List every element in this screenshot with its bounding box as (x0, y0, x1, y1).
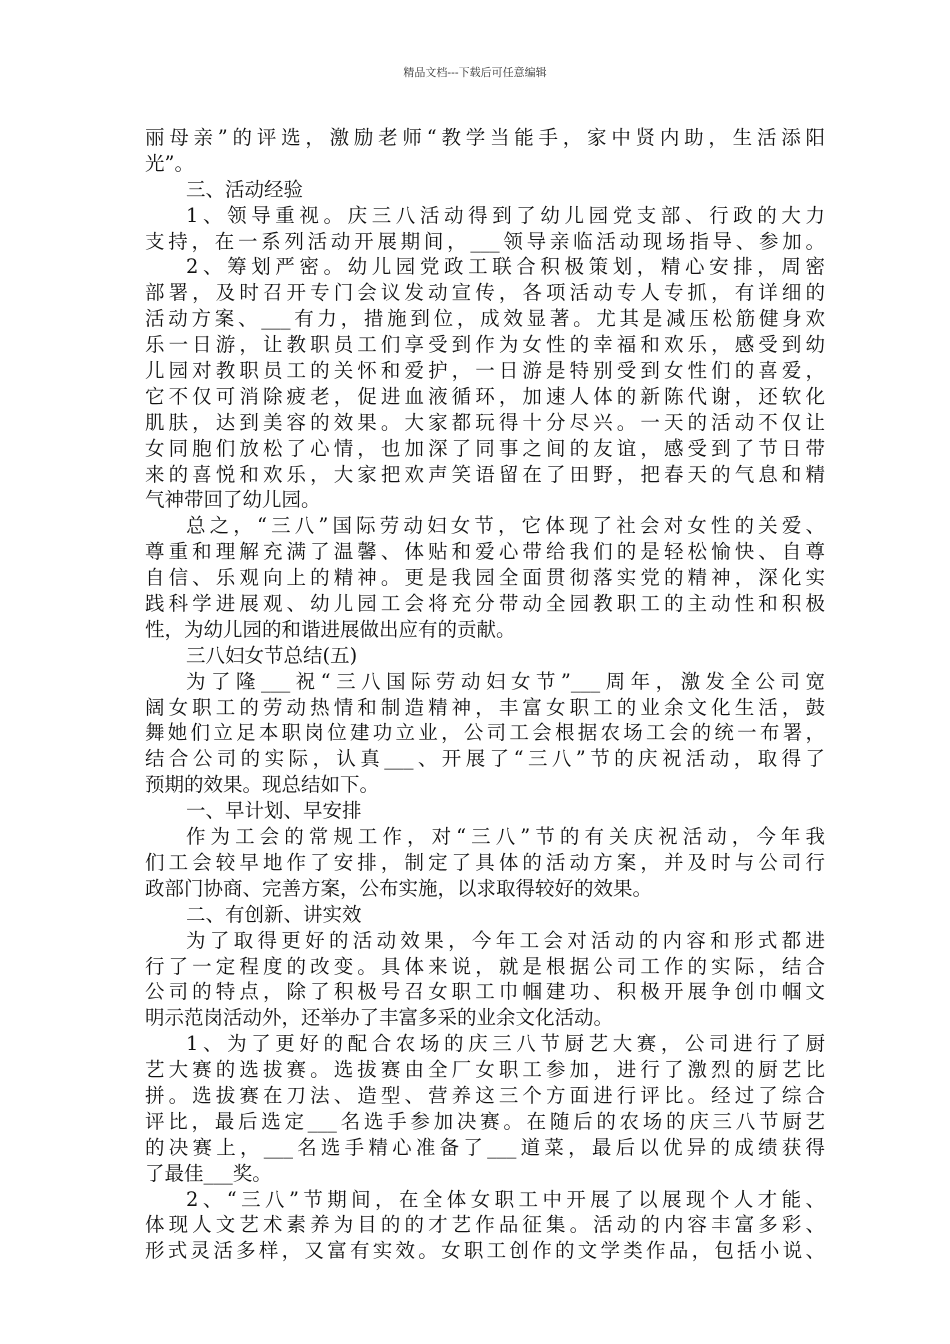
text-line: 女同胞们放松了心情，也加深了同事之间的友谊，感受到了节日带 (145, 436, 825, 460)
text-line: 为了取得更好的活动效果，今年工会对活动的内容和形式都进 (186, 928, 825, 952)
document-body (145, 125, 825, 1264)
text-line: 三八妇女节总结(五) (186, 643, 358, 667)
text-line: 公司的特点，除了积极号召女职工巾帼建功、积极开展争创巾帼文 (145, 980, 825, 1004)
text-line: 艺大赛的选拔赛。选拔赛由全厂女职工参加，进行了激烈的厨艺比 (145, 1058, 825, 1082)
text-line: 支持，在一系列活动开展期间，___领导亲临活动现场指导、参加。 (145, 229, 825, 253)
text-line: 部署，及时召开专门会议发动宣传，各项活动专人专抓，有详细的 (145, 281, 825, 305)
text-line: 来的喜悦和欢乐，大家把欢声笑语留在了田野，把春天的气息和精 (145, 462, 825, 486)
text-line: 结合公司的实际，认真___、开展了“三八”节的庆祝活动，取得了 (145, 747, 825, 771)
text-line: 评比，最后选定___名选手参加决赛。在随后的农场的庆三八节厨艺 (145, 1109, 825, 1133)
text-line: 儿园对教职员工的关怀和爱护，一日游是特别受到女性们的喜爱， (145, 359, 825, 383)
text-line: 性，为幼儿园的和谐进展做出应有的贡献。 (145, 617, 516, 641)
text-line: 三、活动经验 (186, 177, 304, 201)
text-line: 2、“三八”节期间，在全体女职工中开展了以展现个人才能、 (186, 1187, 825, 1211)
text-line: 预期的效果。现总结如下。 (145, 773, 380, 797)
text-line: 拼。选拔赛在刀法、造型、营养这三个方面进行评比。经过了综合 (145, 1083, 825, 1107)
text-line: 2、筹划严密。幼儿园党政工联合积极策划，精心安排，周密 (186, 255, 825, 279)
text-line: 1、为了更好的配合农场的庆三八节厨艺大赛，公司进行了厨 (186, 1032, 825, 1056)
text-line: 们工会较早地作了安排，制定了具体的活动方案，并及时与公司行 (145, 850, 825, 874)
text-line: 二、有创新、讲实效 (186, 902, 362, 926)
text-line: 体现人文艺术素养为目的的才艺作品征集。活动的内容丰富多彩、 (145, 1213, 825, 1237)
text-line: 它不仅可消除疲老，促进血液循环，加速人体的新陈代谢，还软化 (145, 384, 825, 408)
text-line: 肌肤，达到美容的效果。大家都玩得十分尽兴。一天的活动不仅让 (145, 410, 825, 434)
text-line: 作为工会的常规工作，对“三八”节的有关庆祝活动，今年我 (186, 825, 825, 849)
text-line: 1、领导重视。庆三八活动得到了幼儿园党支部、行政的大力 (186, 203, 825, 227)
text-line: 光”。 (145, 151, 194, 175)
text-line: 为了隆___祝“三八国际劳动妇女节”___周年，激发全公司宽 (186, 669, 825, 693)
page-header: 精品文档---下载后可任意编辑 (403, 66, 547, 79)
text-line: 舞她们立足本职岗位建功立业，公司工会根据农场工会的统一布署， (145, 721, 825, 745)
text-line: 丽母亲”的评选，激励老师“教学当能手，家中贤内助，生活添阳 (145, 126, 825, 149)
text-line: 的决赛上，___名选手精心准备了___道菜，最后以优异的成绩获得 (145, 1135, 825, 1159)
text-line: 总之，“三八”国际劳动妇女节，它体现了社会对女性的关爱、 (186, 514, 825, 538)
text-line: 政部门协商、完善方案，公布实施，以求取得较好的效果。 (145, 876, 653, 900)
text-line: 行了一定程度的改变。具体来说，就是根据公司工作的实际，结合 (145, 954, 825, 978)
text-line: 乐一日游，让教职员工们享受到作为女性的幸福和欢乐，感受到幼 (145, 333, 825, 357)
text-line: 自信、乐观向上的精神。更是我园全面贯彻落实党的精神，深化实 (145, 566, 825, 590)
text-line: 活动方案、___有力，措施到位，成效显著。尤其是减压松筋健身欢 (145, 307, 825, 331)
text-line: 尊重和理解充满了温馨、体贴和爱心带给我们的是轻松愉快、自尊 (145, 540, 825, 564)
text-line: 阔女职工的劳动热情和制造精神，丰富女职工的业余文化生活，鼓 (145, 695, 825, 719)
text-line: 形式灵活多样，又富有实效。女职工创作的文学类作品，包括小说、 (145, 1239, 825, 1263)
text-line: 践科学进展观、幼儿园工会将充分带动全园教职工的主动性和积极 (145, 592, 825, 616)
text-line: 一、早计划、早安排 (186, 799, 362, 823)
text-line: 了最佳___奖。 (145, 1161, 272, 1185)
text-line: 气神带回了幼儿园。 (145, 488, 321, 512)
text-line: 明示范岗活动外，还举办了丰富多采的业余文化活动。 (145, 1006, 614, 1030)
